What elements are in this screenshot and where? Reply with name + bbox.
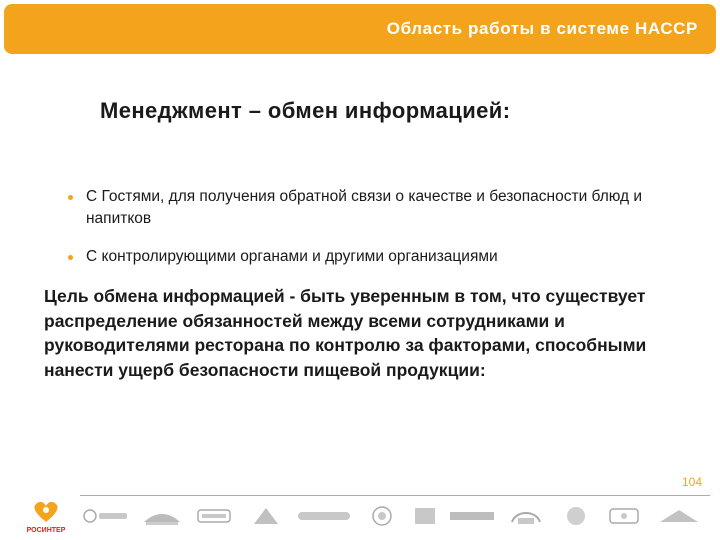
bullet-dot-icon xyxy=(68,195,73,200)
bullet-item xyxy=(68,186,668,230)
partner-logo-12 xyxy=(654,504,704,528)
slide-title: Менеджмент – обмен информацией: xyxy=(100,98,511,123)
bullet-text: С контролирующими органами и другими организациями xyxy=(86,248,498,265)
bullet-item xyxy=(68,246,668,268)
rosinter-logo xyxy=(18,496,74,536)
partner-logo-3 xyxy=(194,504,234,528)
bullet-dot-icon xyxy=(68,255,73,260)
footer-logos xyxy=(18,496,708,538)
header-bar xyxy=(4,4,716,54)
partner-logo-6 xyxy=(362,504,402,528)
partner-logo-8 xyxy=(448,504,496,528)
header-title: Область работы в системе НАССР xyxy=(386,19,698,38)
partner-logo-2 xyxy=(140,504,184,528)
partner-logo-11 xyxy=(604,504,644,528)
partner-logo-10 xyxy=(556,504,596,528)
partner-logo-9 xyxy=(506,504,546,528)
partner-logo-4 xyxy=(246,504,286,528)
page-number: 104 xyxy=(681,475,702,489)
bullet-text: С Гостями, для получения обратной связи о качестве и безопасности блюд и напитков xyxy=(86,188,643,227)
bullet-list xyxy=(68,186,668,284)
partner-logo-7 xyxy=(410,504,440,528)
svg-text:РОСИНТЕР: РОСИНТЕР xyxy=(26,527,66,534)
partner-logo-1 xyxy=(82,504,130,528)
partner-logo-5 xyxy=(296,504,352,528)
goal-paragraph: Цель обмена информацией - быть уверенным в том, что существует распределение обязанностей между всеми сотрудниками и руководителями ресторана по контролю за факторами, способными нанести ущерб безопасности пищевой продукции: xyxy=(44,286,647,380)
